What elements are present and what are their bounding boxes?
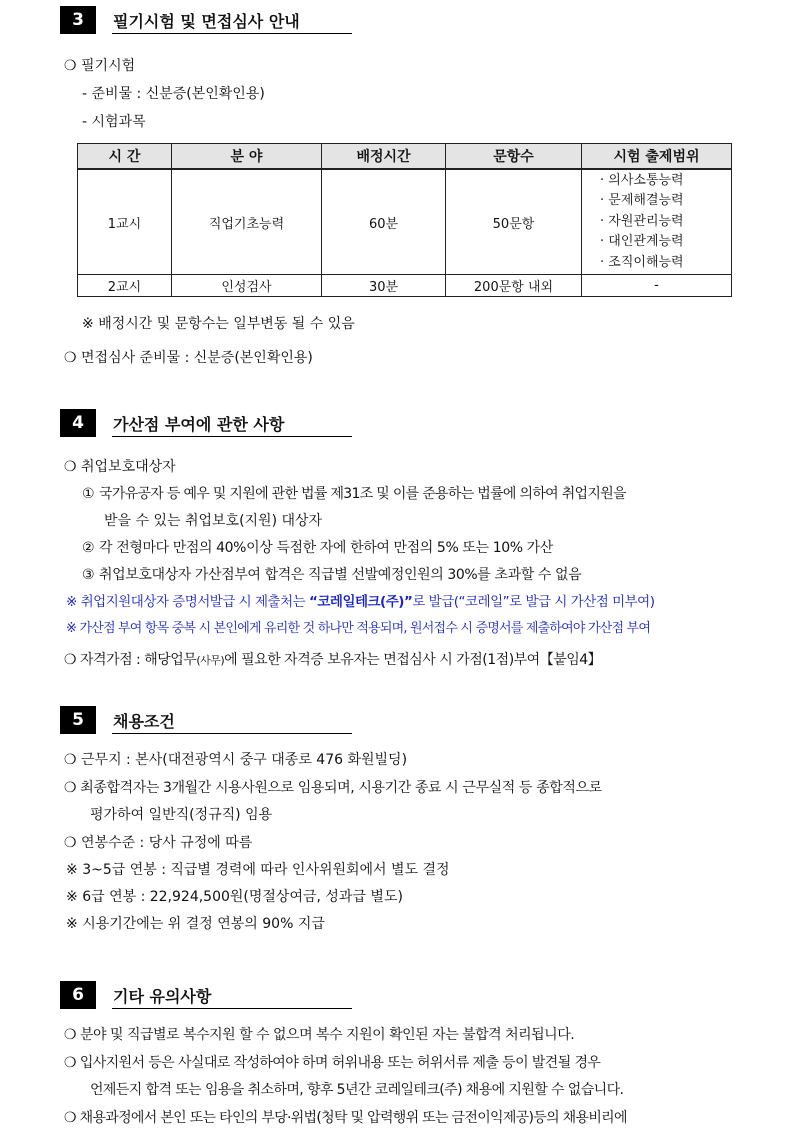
- section-title: 필기시험 및 면접심사 안내: [113, 12, 300, 31]
- note-mark: ※: [66, 862, 78, 878]
- caution-item-3-text: 채용과정에서 본인 또는 타인의 부당·위법(청탁 및 압력행위 또는 금전이익제공)등의 채용비리에: [79, 1110, 627, 1126]
- license-line: [64, 651, 601, 670]
- caution-item-2-cont: [90, 1081, 623, 1099]
- circle-bullet: ❍: [64, 835, 77, 851]
- salary-text: 연봉수준 : 당사 규정에 따름: [81, 835, 253, 851]
- table-note-text: 배정시간 및 문항수는 일부변동 될 수 있음: [98, 316, 355, 332]
- caution-item-2-text-cont: 언제든지 합격 또는 임용을 취소하며, 향후 5년간 코레일테크(주) 채용에 지원할 수 없습니다.: [90, 1082, 624, 1098]
- header-count: 문항수: [446, 144, 582, 170]
- section-6-header: [60, 981, 352, 1009]
- section-number: 5: [60, 706, 96, 734]
- cell-period: 1교시: [78, 169, 172, 275]
- header-scope: 시험 출제범위: [582, 144, 732, 170]
- section-underline: [112, 33, 352, 34]
- subjects-text: 시험과목: [91, 114, 146, 130]
- dash-bullet: -: [82, 86, 88, 102]
- circle-bullet: ❍: [64, 350, 77, 366]
- interview-text: 면접심사 준비물 : 신분증(본인확인용): [81, 350, 313, 366]
- cell-period: 2교시: [78, 275, 172, 297]
- bonus-item-1-text: 국가유공자 등 예우 및 지원에 관한 법률 제31조 및 이를 준용하는 법률에 의하여 취업지원을: [99, 486, 626, 502]
- caution-item-2-text: 입사지원서 등은 사실대로 작성하여야 하며 허위내용 또는 허위서류 제출 등이 발견될 경우: [79, 1055, 601, 1071]
- cell-count: 200문항 내외: [446, 275, 582, 297]
- caution-item-3: [64, 1109, 627, 1127]
- subjects-line: [82, 113, 146, 131]
- prep-line: [82, 85, 265, 103]
- circle-bullet: ❍: [64, 1110, 76, 1126]
- scope-item: · 자원관리능력: [600, 212, 731, 233]
- written-exam-heading: [64, 57, 135, 75]
- blue-note-2: [66, 620, 650, 638]
- blue-note-1: [66, 593, 654, 611]
- caution-item-1-text: 분야 및 직급별로 복수지원 할 수 없으며 복수 지원이 확인된 자는 불합격 처리됩니다.: [80, 1027, 575, 1043]
- header-time: 배정시간: [322, 144, 446, 170]
- salary-line: [64, 834, 252, 852]
- item-number: ②: [82, 540, 95, 556]
- circle-bullet: ❍: [64, 1055, 76, 1071]
- scope-item: · 의사소통능력: [600, 171, 731, 192]
- salary-note-1-text: 3~5급 연봉 : 직급별 경력에 따라 인사위원회에서 별도 결정: [82, 862, 450, 878]
- table-row: [78, 275, 732, 297]
- license-pre: 자격가점 : 해당업무: [80, 652, 197, 668]
- final-text: 최종합격자는 3개월간 시용사원으로 임용되며, 시용기간 종료 시 근무실적 등 종합적으로: [80, 780, 602, 796]
- license-small: (사무): [196, 654, 225, 667]
- salary-note-1: [66, 861, 450, 879]
- final-line-cont: [90, 806, 272, 824]
- written-exam-label: 필기시험: [81, 58, 136, 74]
- prep-text: 준비물 : 신분증(본인확인용): [91, 86, 265, 102]
- target-label: 취업보호대상자: [81, 459, 176, 475]
- section-title: 기타 유의사항: [113, 987, 212, 1006]
- blue-note-1-company: “코레일테크(주)”: [308, 594, 413, 610]
- note-mark: ※: [66, 889, 78, 905]
- circle-bullet: ❍: [64, 652, 77, 668]
- blue-note-2-text: 가산점 부여 항목 중복 시 본인에게 유리한 것 하나만 적용되며, 원서접수 시 증명서를 제출하여야 가산점 부여: [79, 621, 651, 636]
- section-3-header: [60, 6, 352, 34]
- circle-bullet: ❍: [64, 459, 77, 475]
- interview-line: [64, 349, 313, 367]
- cell-scope: -: [582, 275, 732, 297]
- cell-field: 직업기초능력: [172, 169, 322, 275]
- bonus-item-2-text: 각 전형마다 만점의 40%이상 득점한 자에 한하여 만점의 5% 또는 10% 가산: [99, 540, 553, 556]
- section-underline: [112, 733, 352, 734]
- item-number: ①: [82, 486, 95, 502]
- salary-note-2: [66, 888, 403, 906]
- cell-scope: [582, 169, 732, 275]
- note-mark: ※: [82, 316, 94, 332]
- cell-count: 50문항: [446, 169, 582, 275]
- final-text-cont: 평가하여 일반직(정규직) 임용: [90, 807, 273, 823]
- dash-bullet: -: [82, 114, 88, 130]
- bonus-item-3-text: 취업보호대상자 가산점부여 합격은 직급별 선발예정인원의 30%를 초과할 수 없음: [99, 567, 582, 583]
- section-number: 4: [60, 409, 96, 437]
- scope-list: [582, 171, 731, 274]
- cell-time: 60분: [322, 169, 446, 275]
- section-5-header: [60, 706, 352, 734]
- caution-item-1: [64, 1026, 574, 1044]
- section-title: 채용조건: [113, 712, 175, 731]
- table-note: [82, 315, 355, 333]
- scope-item: · 문제해결능력: [600, 191, 731, 212]
- bonus-item-2: [82, 539, 553, 557]
- section-underline: [112, 436, 352, 437]
- note-mark: ※: [66, 916, 78, 932]
- final-line: [64, 779, 602, 797]
- workplace-text: 근무지 : 본사(대전광역시 중구 대종로 476 화원빌딩): [81, 752, 408, 768]
- section-number: 6: [60, 981, 96, 1009]
- circle-bullet: ❍: [64, 58, 77, 74]
- salary-note-3: [66, 915, 325, 933]
- circle-bullet: ❍: [64, 752, 77, 768]
- cell-time: 30분: [322, 275, 446, 297]
- cell-field: 인성검사: [172, 275, 322, 297]
- target-heading: [64, 458, 176, 476]
- bonus-item-1-text-cont: 받을 수 있는 취업보호(지원) 대상자: [104, 513, 323, 529]
- bonus-item-1: [82, 485, 626, 503]
- table-header-row: [78, 144, 732, 170]
- blue-note-1-post: 로 발급(“코레일”로 발급 시 가산점 미부여): [412, 594, 655, 610]
- exam-table: [77, 143, 732, 297]
- salary-note-2-text: 6급 연봉 : 22,924,500원(명절상여금, 성과급 별도): [82, 889, 403, 905]
- blue-note-1-pre: 취업지원대상자 증명서발급 시 제출처는: [80, 594, 309, 610]
- note-mark: ※: [66, 594, 77, 610]
- salary-note-3-text: 시용기간에는 위 결정 연봉의 90% 지급: [82, 916, 325, 932]
- section-title: 가산점 부여에 관한 사항: [113, 415, 285, 434]
- scope-item: · 대인관계능력: [600, 232, 731, 253]
- workplace-line: [64, 751, 407, 769]
- section-4-header: [60, 409, 352, 437]
- license-post: 에 필요한 자격증 보유자는 면접심사 시 가점(1점)부여【붙임4】: [224, 652, 602, 668]
- bonus-item-1-cont: [104, 512, 322, 530]
- header-field: 분 야: [172, 144, 322, 170]
- section-number: 3: [60, 6, 96, 34]
- caution-item-2: [64, 1054, 600, 1072]
- note-mark: ※: [66, 621, 77, 636]
- section-underline: [112, 1008, 352, 1009]
- circle-bullet: ❍: [64, 780, 77, 796]
- header-period: 시 간: [78, 144, 172, 170]
- scope-item: · 조직이해능력: [600, 253, 731, 274]
- table-row: [78, 169, 732, 275]
- circle-bullet: ❍: [64, 1027, 77, 1043]
- item-number: ③: [82, 567, 95, 583]
- bonus-item-3: [82, 566, 581, 584]
